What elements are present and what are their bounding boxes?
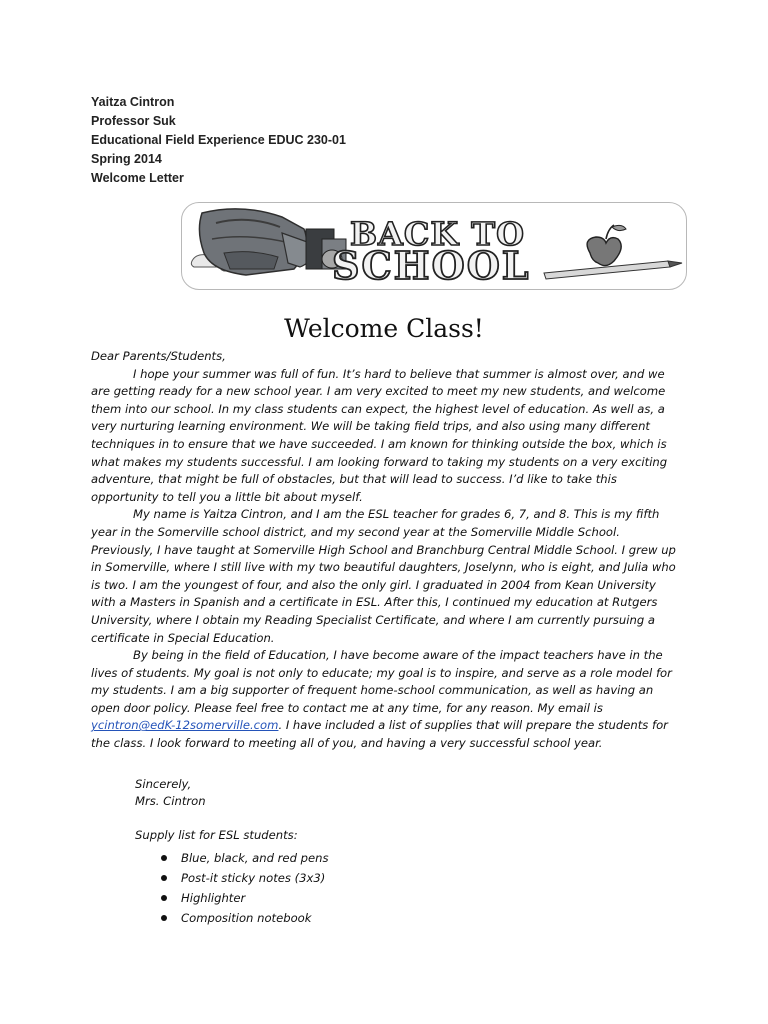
- paragraph-intro: I hope your summer was full of fun. It’s hard to believe that summer is almost over, and we are getting ready for a new school year. I am very excited to meet my new students, and welcome them into our school. In my class students can expect, the highest level of education. As well as, a very nurturing learning environment. We will be taking field trips, and also using many different techniques in to ensure that we have succeeded. I am known for thinking outside the box, which is what makes my students successful. I am looking forward to taking my students on a very exciting adventure, that might be full of obstacles, but that will lead to success. I’d like to take this opportunity to tell you a little bit about myself.: [91, 366, 668, 504]
- paragraph-goals-text: By being in the field of Education, I have become aware of the impact teachers have in the lives of students. My goal is not only to educate; my goal is to inspire, and serve as a role model for my students. I am a big supporter of frequent home-school communication, as well as having an open door policy. Please feel free to contact me at any time, for any reason. My email is: [91, 648, 672, 715]
- banner-line1: BACK TO: [350, 215, 525, 253]
- letter-header: [91, 93, 346, 188]
- supply-list: [160, 848, 329, 928]
- term: Spring 2014: [91, 152, 162, 166]
- professor-name: Professor Suk: [91, 114, 176, 128]
- paragraph-goals-closing: . I have included a list of supplies that will prepare the students for the class. I look forward to meeting all of you, and having a very successful school year.: [91, 718, 668, 751]
- list-item: Post-it sticky notes (3x3): [160, 868, 329, 888]
- backpack-icon: [199, 209, 311, 275]
- course-name: Educational Field Experience EDUC 230-01: [91, 133, 346, 147]
- closing: [135, 776, 206, 810]
- list-item: Composition notebook: [160, 908, 329, 928]
- letter-body: [91, 348, 681, 753]
- paragraph-goals: [91, 647, 681, 753]
- paragraph-about-me: My name is Yaitza Cintron, and I am the ESL teacher for grades 6, 7, and 8. This is my fifth year in the Somerville school district, and my second year at the Somerville Middle School. Previously, I have taught at Somerville High School and Branchburg Central Middle School. I grew up in Somerville, where I still live with my two beautiful daughters, Joselynn, who is eight, and Julia who is two. I am the youngest of four, and also the only girl. I graduated in 2004 from Kean University with a Masters in Spanish and a certificate in ESL. After this, I continued my education at Rutgers University, where I obtain my Reading Specialist Certificate, and where I am currently pursuing a certificate in Special Education.: [91, 507, 676, 645]
- author-name: Yaitza Cintron: [91, 95, 175, 109]
- greeting: Dear Parents/Students,: [91, 349, 226, 363]
- banner-line2: SCHOOL: [332, 243, 531, 288]
- pencil-icon: [544, 261, 682, 279]
- list-item: Blue, black, and red pens: [160, 848, 329, 868]
- banner-illustration: [182, 203, 686, 289]
- list-item: Highlighter: [160, 888, 329, 908]
- document-type: Welcome Letter: [91, 171, 184, 185]
- apple-icon: [587, 225, 626, 266]
- back-to-school-banner: [181, 202, 687, 290]
- salutation: Sincerely,: [135, 777, 192, 791]
- email-link[interactable]: ycintron@edK-12somerville.com: [91, 718, 279, 733]
- page-title: Welcome Class!: [284, 314, 484, 343]
- supply-list-title: Supply list for ESL students:: [135, 828, 298, 842]
- signature: Mrs. Cintron: [135, 794, 206, 808]
